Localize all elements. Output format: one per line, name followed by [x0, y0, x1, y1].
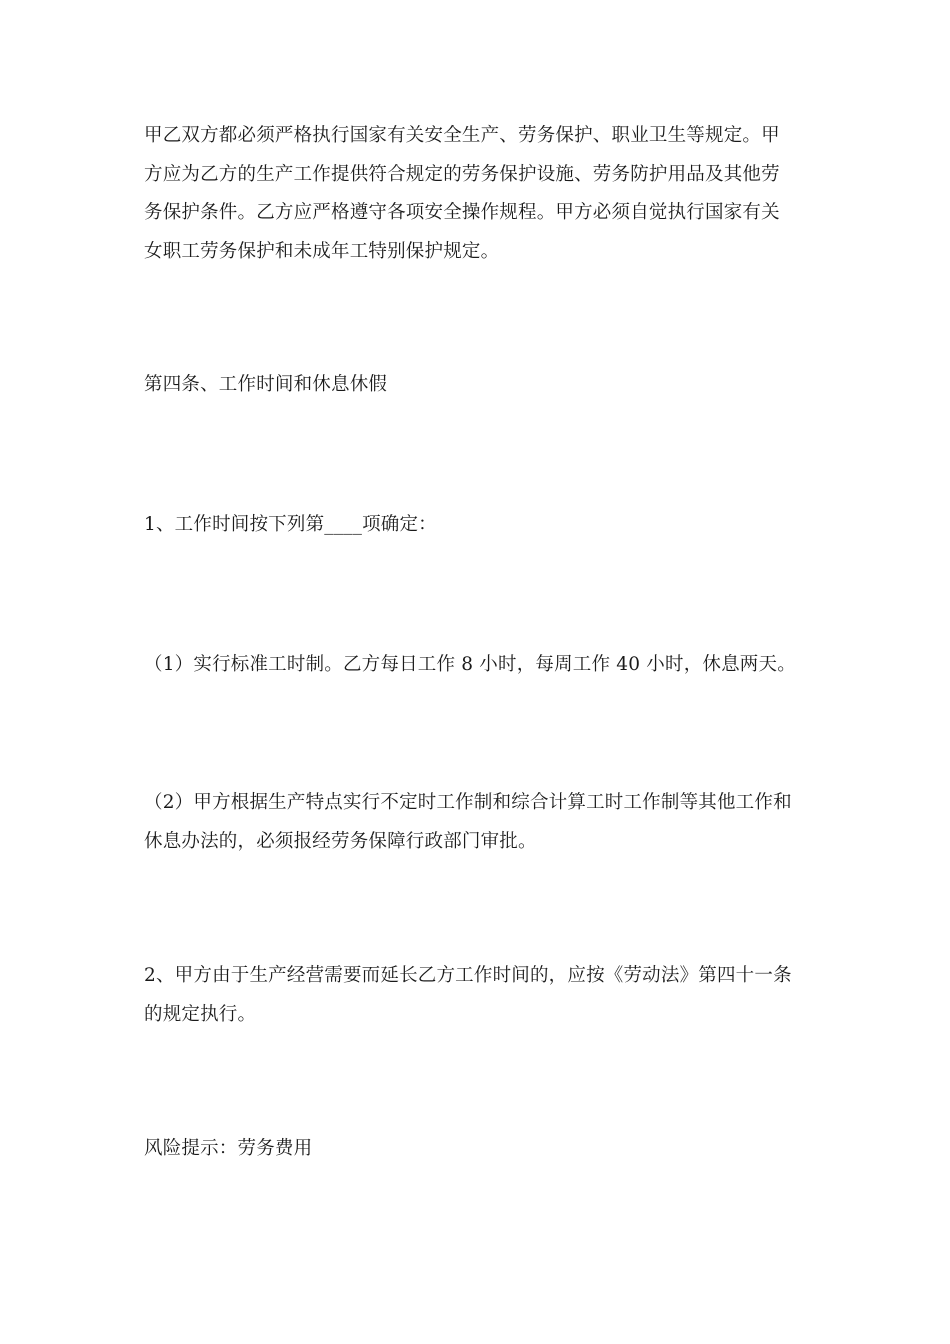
item-1	[144, 506, 812, 545]
paragraph-line: 的规定执行。	[144, 1003, 257, 1025]
paragraph-line: 2、甲方由于生产经营需要而延长乙方工作时间的，应按《劳动法》第四十一条	[144, 965, 792, 986]
safety-paragraph	[144, 117, 812, 271]
heading-text: 第四条、工作时间和休息休假	[144, 374, 388, 395]
item-1-option-1	[144, 646, 812, 685]
risk-notice	[144, 1130, 812, 1169]
risk-notice-text: 风险提示：劳务费用	[144, 1138, 313, 1159]
paragraph-line: 女职工劳务保护和未成年工特别保护规定。	[144, 240, 500, 262]
article-4-heading	[144, 366, 812, 405]
paragraph-line: 务保护条件。乙方应严格遵守各项安全操作规程。甲方必须自觉执行国家有关	[144, 202, 780, 223]
item-2	[144, 957, 812, 1034]
item-1-option-2	[144, 784, 812, 861]
paragraph-line: 方应为乙方的生产工作提供符合规定的劳务保护设施、劳务防护用品及其他劳	[144, 163, 780, 185]
option-1-text: （1）实行标准工时制。乙方每日工作 8 小时，每周工作 40 小时，休息两天。	[144, 654, 796, 675]
paragraph-line: （2）甲方根据生产特点实行不定时工作制和综合计算工时工作制等其他工作和	[144, 792, 792, 813]
paragraph-line: 休息办法的，必须报经劳务保障行政部门审批。	[144, 830, 537, 852]
item-1-text: 1、工作时间按下列第____项确定：	[144, 514, 437, 535]
paragraph-line: 甲乙双方都必须严格执行国家有关安全生产、劳务保护、职业卫生等规定。甲	[144, 125, 780, 146]
